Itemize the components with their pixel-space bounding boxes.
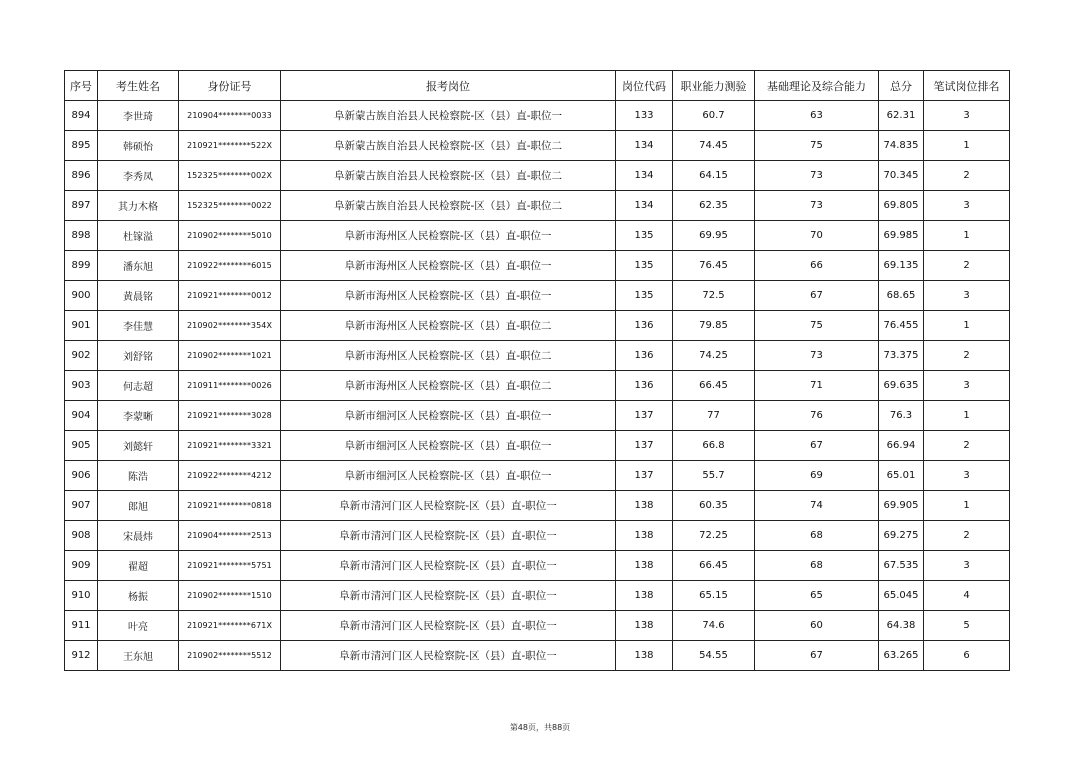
header-col-post: 报考岗位 <box>281 71 616 101</box>
cell-seq: 902 <box>65 341 98 371</box>
cell-id: 210921********671X <box>179 611 281 641</box>
cell-id: 210902********1510 <box>179 581 281 611</box>
cell-name: 李佳慧 <box>98 311 179 341</box>
cell-post: 阜新市海州区人民检察院-区（县）直-职位二 <box>281 341 616 371</box>
cell-post-code: 137 <box>616 461 673 491</box>
cell-id: 210921********3028 <box>179 401 281 431</box>
cell-rank: 3 <box>924 101 1010 131</box>
cell-id: 210921********5751 <box>179 551 281 581</box>
cell-id: 152325********0022 <box>179 191 281 221</box>
cell-post-code: 138 <box>616 491 673 521</box>
cell-post: 阜新市清河门区人民检察院-区（县）直-职位一 <box>281 551 616 581</box>
cell-aptitude: 66.45 <box>673 551 755 581</box>
cell-post: 阜新蒙古族自治县人民检察院-区（县）直-职位二 <box>281 131 616 161</box>
cell-aptitude: 66.45 <box>673 371 755 401</box>
cell-name: 李世琦 <box>98 101 179 131</box>
cell-rank: 4 <box>924 581 1010 611</box>
cell-aptitude: 77 <box>673 401 755 431</box>
cell-post: 阜新蒙古族自治县人民检察院-区（县）直-职位二 <box>281 161 616 191</box>
cell-theory: 68 <box>755 521 879 551</box>
cell-name: 刘舒铭 <box>98 341 179 371</box>
cell-post-code: 138 <box>616 581 673 611</box>
cell-post: 阜新市海州区人民检察院-区（县）直-职位一 <box>281 251 616 281</box>
table-body <box>65 101 1010 671</box>
cell-seq: 897 <box>65 191 98 221</box>
cell-name: 韩硕怡 <box>98 131 179 161</box>
cell-id: 210922********6015 <box>179 251 281 281</box>
header-col-theory: 基础理论及综合能力 <box>755 71 879 101</box>
cell-theory: 66 <box>755 251 879 281</box>
header-col-id: 身份证号 <box>179 71 281 101</box>
cell-total: 64.38 <box>879 611 924 641</box>
cell-aptitude: 54.55 <box>673 641 755 671</box>
cell-post: 阜新市细河区人民检察院-区（县）直-职位一 <box>281 431 616 461</box>
cell-post-code: 136 <box>616 341 673 371</box>
cell-rank: 1 <box>924 491 1010 521</box>
cell-theory: 74 <box>755 491 879 521</box>
table-row <box>65 521 1010 551</box>
cell-post-code: 134 <box>616 191 673 221</box>
cell-total: 69.275 <box>879 521 924 551</box>
cell-aptitude: 60.7 <box>673 101 755 131</box>
cell-seq: 899 <box>65 251 98 281</box>
table-row <box>65 251 1010 281</box>
cell-post: 阜新市清河门区人民检察院-区（县）直-职位一 <box>281 641 616 671</box>
cell-seq: 912 <box>65 641 98 671</box>
cell-name: 叶亮 <box>98 611 179 641</box>
cell-seq: 906 <box>65 461 98 491</box>
cell-total: 62.31 <box>879 101 924 131</box>
cell-total: 69.905 <box>879 491 924 521</box>
cell-id: 210904********0033 <box>179 101 281 131</box>
cell-theory: 67 <box>755 431 879 461</box>
header-col-rank: 笔试岗位排名 <box>924 71 1010 101</box>
cell-total: 63.265 <box>879 641 924 671</box>
header-col-seq: 序号 <box>65 71 98 101</box>
cell-rank: 1 <box>924 401 1010 431</box>
table-row <box>65 491 1010 521</box>
cell-aptitude: 74.6 <box>673 611 755 641</box>
cell-theory: 71 <box>755 371 879 401</box>
cell-aptitude: 65.15 <box>673 581 755 611</box>
cell-post-code: 138 <box>616 611 673 641</box>
cell-total: 70.345 <box>879 161 924 191</box>
cell-id: 210902********1021 <box>179 341 281 371</box>
cell-post: 阜新蒙古族自治县人民检察院-区（县）直-职位二 <box>281 191 616 221</box>
cell-post-code: 135 <box>616 281 673 311</box>
cell-id: 210921********522X <box>179 131 281 161</box>
cell-theory: 63 <box>755 101 879 131</box>
header-col-post-code: 岗位代码 <box>616 71 673 101</box>
cell-total: 65.01 <box>879 461 924 491</box>
table-row <box>65 611 1010 641</box>
cell-post-code: 138 <box>616 521 673 551</box>
cell-rank: 6 <box>924 641 1010 671</box>
cell-total: 73.375 <box>879 341 924 371</box>
cell-name: 郎旭 <box>98 491 179 521</box>
cell-name: 杨振 <box>98 581 179 611</box>
cell-id: 210902********5010 <box>179 221 281 251</box>
cell-name: 刘懿轩 <box>98 431 179 461</box>
table-row <box>65 161 1010 191</box>
cell-total: 67.535 <box>879 551 924 581</box>
header-col-total: 总分 <box>879 71 924 101</box>
cell-aptitude: 55.7 <box>673 461 755 491</box>
cell-seq: 910 <box>65 581 98 611</box>
cell-total: 74.835 <box>879 131 924 161</box>
cell-rank: 1 <box>924 131 1010 161</box>
cell-seq: 896 <box>65 161 98 191</box>
cell-aptitude: 62.35 <box>673 191 755 221</box>
cell-total: 76.3 <box>879 401 924 431</box>
cell-post-code: 135 <box>616 221 673 251</box>
cell-theory: 69 <box>755 461 879 491</box>
cell-rank: 2 <box>924 431 1010 461</box>
score-sheet <box>64 70 1009 671</box>
cell-aptitude: 79.85 <box>673 311 755 341</box>
cell-seq: 911 <box>65 611 98 641</box>
cell-post: 阜新市海州区人民检察院-区（县）直-职位二 <box>281 311 616 341</box>
cell-seq: 907 <box>65 491 98 521</box>
table-row <box>65 131 1010 161</box>
cell-rank: 3 <box>924 281 1010 311</box>
cell-rank: 2 <box>924 521 1010 551</box>
cell-name: 黄晨铭 <box>98 281 179 311</box>
cell-seq: 898 <box>65 221 98 251</box>
cell-seq: 905 <box>65 431 98 461</box>
cell-id: 210902********5512 <box>179 641 281 671</box>
cell-total: 66.94 <box>879 431 924 461</box>
cell-name: 陈浩 <box>98 461 179 491</box>
cell-name: 李秀凤 <box>98 161 179 191</box>
cell-theory: 76 <box>755 401 879 431</box>
cell-total: 69.135 <box>879 251 924 281</box>
table-row <box>65 581 1010 611</box>
cell-post-code: 134 <box>616 131 673 161</box>
cell-theory: 73 <box>755 341 879 371</box>
cell-name: 李蒙晰 <box>98 401 179 431</box>
table-row <box>65 281 1010 311</box>
cell-name: 翟超 <box>98 551 179 581</box>
cell-rank: 1 <box>924 221 1010 251</box>
cell-post: 阜新市清河门区人民检察院-区（县）直-职位一 <box>281 491 616 521</box>
cell-rank: 2 <box>924 161 1010 191</box>
cell-id: 210921********0012 <box>179 281 281 311</box>
cell-theory: 75 <box>755 131 879 161</box>
cell-id: 210921********0818 <box>179 491 281 521</box>
cell-theory: 73 <box>755 191 879 221</box>
cell-post-code: 136 <box>616 311 673 341</box>
cell-id: 210922********4212 <box>179 461 281 491</box>
cell-post: 阜新市海州区人民检察院-区（县）直-职位一 <box>281 221 616 251</box>
cell-aptitude: 74.45 <box>673 131 755 161</box>
cell-seq: 900 <box>65 281 98 311</box>
cell-aptitude: 72.5 <box>673 281 755 311</box>
cell-aptitude: 72.25 <box>673 521 755 551</box>
table-row <box>65 191 1010 221</box>
cell-total: 69.985 <box>879 221 924 251</box>
cell-post-code: 137 <box>616 401 673 431</box>
table-row <box>65 221 1010 251</box>
cell-theory: 67 <box>755 641 879 671</box>
cell-seq: 895 <box>65 131 98 161</box>
cell-rank: 3 <box>924 461 1010 491</box>
cell-post: 阜新市细河区人民检察院-区（县）直-职位一 <box>281 461 616 491</box>
cell-aptitude: 69.95 <box>673 221 755 251</box>
cell-rank: 3 <box>924 551 1010 581</box>
cell-seq: 908 <box>65 521 98 551</box>
cell-post: 阜新蒙古族自治县人民检察院-区（县）直-职位一 <box>281 101 616 131</box>
cell-seq: 894 <box>65 101 98 131</box>
header-col-aptitude: 职业能力测验 <box>673 71 755 101</box>
cell-name: 王东旭 <box>98 641 179 671</box>
cell-name: 其力木格 <box>98 191 179 221</box>
cell-total: 68.65 <box>879 281 924 311</box>
cell-rank: 2 <box>924 251 1010 281</box>
table-row <box>65 551 1010 581</box>
cell-post: 阜新市清河门区人民检察院-区（县）直-职位一 <box>281 611 616 641</box>
cell-rank: 3 <box>924 191 1010 221</box>
header-col-name: 考生姓名 <box>98 71 179 101</box>
table-header-row <box>65 71 1010 101</box>
cell-total: 76.455 <box>879 311 924 341</box>
table-row <box>65 341 1010 371</box>
table-row <box>65 311 1010 341</box>
cell-theory: 60 <box>755 611 879 641</box>
cell-id: 210911********0026 <box>179 371 281 401</box>
cell-id: 152325********002X <box>179 161 281 191</box>
cell-rank: 5 <box>924 611 1010 641</box>
cell-aptitude: 64.15 <box>673 161 755 191</box>
cell-id: 210904********2513 <box>179 521 281 551</box>
cell-rank: 2 <box>924 341 1010 371</box>
page-footer: 第48页，共88页 <box>509 723 571 732</box>
cell-seq: 909 <box>65 551 98 581</box>
cell-post-code: 134 <box>616 161 673 191</box>
cell-theory: 73 <box>755 161 879 191</box>
cell-post-code: 135 <box>616 251 673 281</box>
table-row <box>65 101 1010 131</box>
cell-name: 宋晨炜 <box>98 521 179 551</box>
cell-post: 阜新市海州区人民检察院-区（县）直-职位一 <box>281 281 616 311</box>
cell-post: 阜新市海州区人民检察院-区（县）直-职位二 <box>281 371 616 401</box>
cell-theory: 65 <box>755 581 879 611</box>
cell-id: 210921********3321 <box>179 431 281 461</box>
cell-id: 210902********354X <box>179 311 281 341</box>
cell-total: 69.635 <box>879 371 924 401</box>
cell-theory: 68 <box>755 551 879 581</box>
cell-name: 潘东旭 <box>98 251 179 281</box>
results-table <box>64 70 1010 671</box>
cell-post-code: 133 <box>616 101 673 131</box>
cell-post-code: 138 <box>616 641 673 671</box>
cell-rank: 3 <box>924 371 1010 401</box>
cell-theory: 70 <box>755 221 879 251</box>
cell-rank: 1 <box>924 311 1010 341</box>
cell-name: 何志超 <box>98 371 179 401</box>
cell-seq: 903 <box>65 371 98 401</box>
table-row <box>65 431 1010 461</box>
cell-aptitude: 76.45 <box>673 251 755 281</box>
cell-total: 65.045 <box>879 581 924 611</box>
cell-total: 69.805 <box>879 191 924 221</box>
table-row <box>65 371 1010 401</box>
cell-post-code: 137 <box>616 431 673 461</box>
cell-theory: 67 <box>755 281 879 311</box>
cell-post-code: 136 <box>616 371 673 401</box>
cell-aptitude: 74.25 <box>673 341 755 371</box>
cell-seq: 901 <box>65 311 98 341</box>
cell-seq: 904 <box>65 401 98 431</box>
table-row <box>65 461 1010 491</box>
cell-post: 阜新市细河区人民检察院-区（县）直-职位一 <box>281 401 616 431</box>
table-row <box>65 641 1010 671</box>
cell-post: 阜新市清河门区人民检察院-区（县）直-职位一 <box>281 521 616 551</box>
table-row <box>65 401 1010 431</box>
cell-aptitude: 66.8 <box>673 431 755 461</box>
cell-post-code: 138 <box>616 551 673 581</box>
cell-post: 阜新市清河门区人民检察院-区（县）直-职位一 <box>281 581 616 611</box>
cell-theory: 75 <box>755 311 879 341</box>
cell-name: 杜镓溢 <box>98 221 179 251</box>
cell-aptitude: 60.35 <box>673 491 755 521</box>
